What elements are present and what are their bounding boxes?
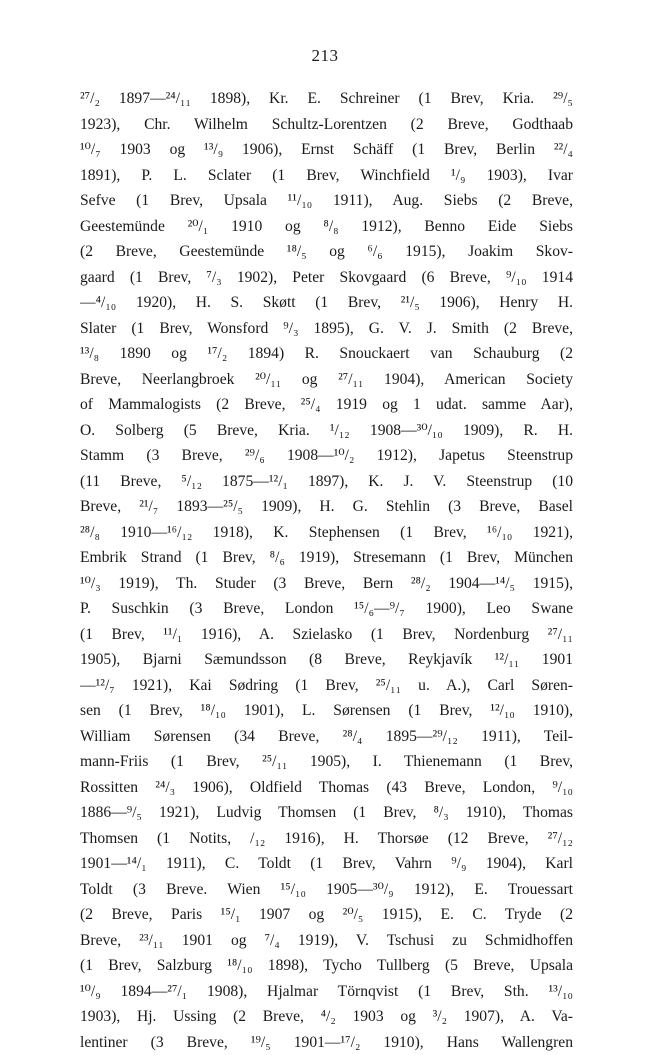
text-line: Embrik Strand (1 Brev, ⁸/₆ 1919), Stresemann (1 Brev, München: [80, 545, 573, 571]
text-line: Thomsen (1 Notits, /₁₂ 1916), H. Thorsøe (12 Breve, ²⁷/₁₂: [80, 826, 573, 852]
text-line: Breve, Neerlangbroek ²⁰/₁₁ og ²⁷/₁₁ 1904), American Society: [80, 367, 573, 393]
text-line: ²⁸/₈ 1910—¹⁶/₁₂ 1918), K. Stephensen (1 Brev, ¹⁶/₁₀ 1921),: [80, 520, 573, 546]
text-line: Breve, ²³/₁₁ 1901 og ⁷/₄ 1919), V. Tschusi zu Schmidhoffen: [80, 928, 573, 954]
text-line: —⁴/₁₀ 1920), H. S. Skøtt (1 Brev, ²¹/₅ 1906), Henry H.: [80, 290, 573, 316]
text-line: gaard (1 Brev, ⁷/₃ 1902), Peter Skovgaard (6 Breve, ⁹/₁₀ 1914: [80, 265, 573, 291]
text-line: (1 Brev, Salzburg ¹⁸/₁₀ 1898), Tycho Tullberg (5 Breve, Upsala: [80, 953, 573, 979]
text-line: Stamm (3 Breve, ²⁹/₆ 1908—¹⁰/₂ 1912), Japetus Steenstrup: [80, 443, 573, 469]
text-line: ¹⁰/₇ 1903 og ¹³/₉ 1906), Ernst Schäff (1 Brev, Berlin ²²/₄: [80, 137, 573, 163]
text-line: 1905), Bjarni Sæmundsson (8 Breve, Reykjavík ¹²/₁₁ 1901: [80, 647, 573, 673]
text-line: ²⁷/₂ 1897—²⁴/₁₁ 1898), Kr. E. Schreiner (1 Brev, Kria. ²⁹/₅: [80, 86, 573, 112]
text-line: 1886—⁹/₅ 1921), Ludvig Thomsen (1 Brev, ⁸/₃ 1910), Thomas: [80, 800, 573, 826]
text-line: William Sørensen (34 Breve, ²⁸/₄ 1895—²⁹/₁₂ 1911), Teil-: [80, 724, 573, 750]
text-line: 1901—¹⁴/₁ 1911), C. Toldt (1 Brev, Vahrn ⁹/₉ 1904), Karl: [80, 851, 573, 877]
body-text: [80, 86, 573, 1055]
text-line: (1 Brev, ¹¹/₁ 1916), A. Szielasko (1 Brev, Nordenburg ²⁷/₁₁: [80, 622, 573, 648]
text-line: sen (1 Brev, ¹⁸/₁₀ 1901), L. Sørensen (1 Brev, ¹²/₁₀ 1910),: [80, 698, 573, 724]
text-line: Geestemünde ²⁰/₁ 1910 og ⁸/₈ 1912), Benno Eide Siebs: [80, 214, 573, 240]
text-line: lentiner (3 Breve, ¹⁹/₅ 1901—¹⁷/₂ 1910), Hans Wallengren: [80, 1030, 573, 1055]
text-line: Toldt (3 Breve. Wien ¹⁵/₁₀ 1905—³⁰/₉ 1912), E. Trouessart: [80, 877, 573, 903]
page-number: 213: [0, 46, 650, 66]
text-line: 1891), P. L. Sclater (1 Brev, Winchfield ¹/₉ 1903), Ivar: [80, 163, 573, 189]
text-line: 1923), Chr. Wilhelm Schultz-Lorentzen (2 Breve, Godthaab: [80, 112, 573, 138]
text-line: ¹⁰/₃ 1919), Th. Studer (3 Breve, Bern ²⁸/₂ 1904—¹⁴/₅ 1915),: [80, 571, 573, 597]
text-line: P. Suschkin (3 Breve, London ¹⁵/₆—⁹/₇ 1900), Leo Swane: [80, 596, 573, 622]
text-line: of Mammalogists (2 Breve, ²⁵/₄ 1919 og 1 udat. samme Aar),: [80, 392, 573, 418]
text-line: —¹²/₇ 1921), Kai Sødring (1 Brev, ²⁵/₁₁ u. A.), Carl Søren-: [80, 673, 573, 699]
text-line: 1903), Hj. Ussing (2 Breve, ⁴/₂ 1903 og ³/₂ 1907), A. Va-: [80, 1004, 573, 1030]
text-line: ¹⁰/₉ 1894—²⁷/₁ 1908), Hjalmar Törnqvist (1 Brev, Sth. ¹³/₁₀: [80, 979, 573, 1005]
text-line: Rossitten ²⁴/₃ 1906), Oldfield Thomas (43 Breve, London, ⁹/₁₀: [80, 775, 573, 801]
text-line: ¹³/₈ 1890 og ¹⁷/₂ 1894) R. Snouckaert van Schauburg (2: [80, 341, 573, 367]
text-line: (2 Breve, Geestemünde ¹⁸/₅ og ⁶/₆ 1915), Joakim Skov-: [80, 239, 573, 265]
text-line: Breve, ²¹/₇ 1893—²⁵/₅ 1909), H. G. Stehlin (3 Breve, Basel: [80, 494, 573, 520]
text-line: (11 Breve, ⁵/₁₂ 1875—¹²/₁ 1897), K. J. V. Steenstrup (10: [80, 469, 573, 495]
text-line: O. Solberg (5 Breve, Kria. ¹/₁₂ 1908—³⁰/₁₀ 1909), R. H.: [80, 418, 573, 444]
text-line: Slater (1 Brev, Wonsford ⁹/₃ 1895), G. V. J. Smith (2 Breve,: [80, 316, 573, 342]
text-line: (2 Breve, Paris ¹⁵/₁ 1907 og ²⁰/₅ 1915), E. C. Tryde (2: [80, 902, 573, 928]
text-line: Sefve (1 Brev, Upsala ¹¹/₁₀ 1911), Aug. Siebs (2 Breve,: [80, 188, 573, 214]
text-line: mann-Friis (1 Brev, ²⁵/₁₁ 1905), I. Thienemann (1 Brev,: [80, 749, 573, 775]
